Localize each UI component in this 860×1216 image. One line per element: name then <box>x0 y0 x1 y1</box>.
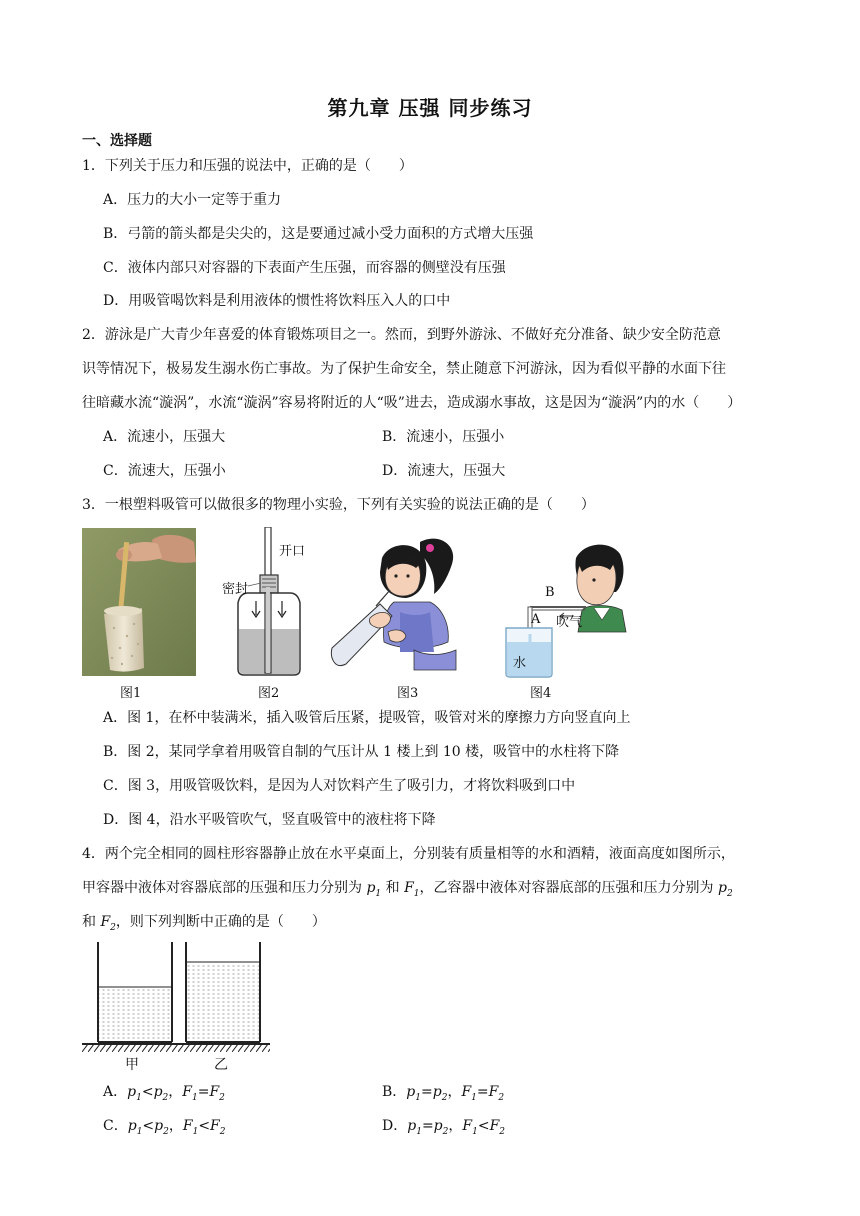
question-4-line-1: 4．两个完全相同的圆柱形容器静止放在水平桌面上，分别装有质量相等的水和酒精，液面高度如图所示， <box>82 846 735 862</box>
figure-4-label-a: A <box>531 612 541 627</box>
container-jia-label: 甲 <box>125 1057 139 1073</box>
page-title: 第九章 压强 同步练习 <box>327 96 533 120</box>
q4-option-b[interactable]: B．$p_1=p_2$，$F_1=F_2$ <box>382 1084 505 1103</box>
figure-3-girl-drinking <box>330 532 462 674</box>
figure-2-label: 图2 <box>258 686 280 701</box>
question-2-line-3: 往暗藏水流“漩涡”，水流“漩涡”容易将附近的人“吸”进去，造成溺水事故，这是因为“漩涡”内的水（ ） <box>82 395 742 411</box>
symbol-p2: $p_2$ <box>717 880 733 899</box>
q2-option-b[interactable]: B．流速小，压强小 <box>382 429 505 445</box>
symbol-F2: $F_2$ <box>100 914 116 933</box>
question-1-stem: 1．下列关于压力和压强的说法中，正确的是（ ） <box>82 158 413 174</box>
container-yi-label: 乙 <box>214 1057 228 1073</box>
q1-option-d[interactable]: D．用吸管喝饮料是利用液体的惯性将饮料压入人的口中 <box>103 293 451 309</box>
q3-option-c[interactable]: C．图 3，用吸管吸饮料，是因为人对饮料产生了吸引力，才将饮料吸到口中 <box>103 778 576 794</box>
figure-4-blow-label: 吹气 <box>556 615 583 630</box>
q2-option-d[interactable]: D．流速大，压强大 <box>382 463 506 479</box>
figure-3-label: 图3 <box>397 686 419 701</box>
question-2-line-1: 2．游泳是广大青少年喜爱的体育锻炼项目之一。然而，到野外游泳、不做好充分准备、缺少安全防范意 <box>82 327 721 343</box>
figure-4-water-label: 水 <box>513 656 527 671</box>
section-heading: 一、选择题 <box>82 133 152 149</box>
question-2-line-2: 识等情况下，极易发生溺水伤亡事故。为了保护生命安全，禁止随意下河游泳，因为看似平静的水面下往 <box>82 361 726 377</box>
figure-4-label: 图4 <box>530 686 552 701</box>
figure-2-open-label: 开口 <box>279 544 306 559</box>
figure-4-label-b: B <box>545 585 555 600</box>
q1-option-c[interactable]: C．液体内部只对容器的下表面产生压强，而容器的侧壁没有压强 <box>103 260 506 276</box>
symbol-F1: $F_1$ <box>404 880 420 899</box>
figure-two-containers <box>82 940 272 1052</box>
q4-option-a[interactable]: A．$p_1<p_2$，$F_1=F_2$ <box>103 1084 225 1103</box>
question-4-line-3: 和 $F_2$，则下列判断中正确的是（ ） <box>82 914 326 933</box>
q4-option-c[interactable]: C．$p_1<p_2$，$F_1<F_2$ <box>103 1118 226 1137</box>
question-3-stem: 3．一根塑料吸管可以做很多的物理小实验，下列有关实验的说法正确的是（ ） <box>82 497 595 513</box>
q3-option-b[interactable]: B．图 2，某同学拿着用吸管自制的气压计从 1 楼上到 10 楼，吸管中的水柱将下降 <box>103 744 620 760</box>
symbol-p1: $p_1$ <box>366 880 382 899</box>
q2-option-c[interactable]: C．流速大，压强小 <box>103 463 226 479</box>
figure-2-sealed-label: 密封 <box>222 582 249 597</box>
q1-option-a[interactable]: A．压力的大小一定等于重力 <box>103 192 282 208</box>
q3-option-d[interactable]: D．图 4，沿水平吸管吹气，竖直吸管中的液柱将下降 <box>103 812 436 828</box>
figure-1-photo <box>82 528 196 676</box>
figure-1-label: 图1 <box>120 686 142 701</box>
q3-option-a[interactable]: A．图 1，在杯中装满米，插入吸管后压紧，提吸管，吸管对米的摩擦力方向竖直向上 <box>103 710 631 726</box>
q1-option-b[interactable]: B．弓箭的箭头都是尖尖的，这是要通过减小受力面积的方式增大压强 <box>103 226 534 242</box>
question-4-line-2: 甲容器中液体对容器底部的压强和压力分别为 $p_1$ 和 $F_1$，乙容器中液体对容器底部的压强和压力分别为 $p_2$ <box>82 880 733 899</box>
q2-option-a[interactable]: A．流速小，压强大 <box>103 429 226 445</box>
q4-option-d[interactable]: D．$p_1=p_2$，$F_1<F_2$ <box>382 1118 506 1137</box>
